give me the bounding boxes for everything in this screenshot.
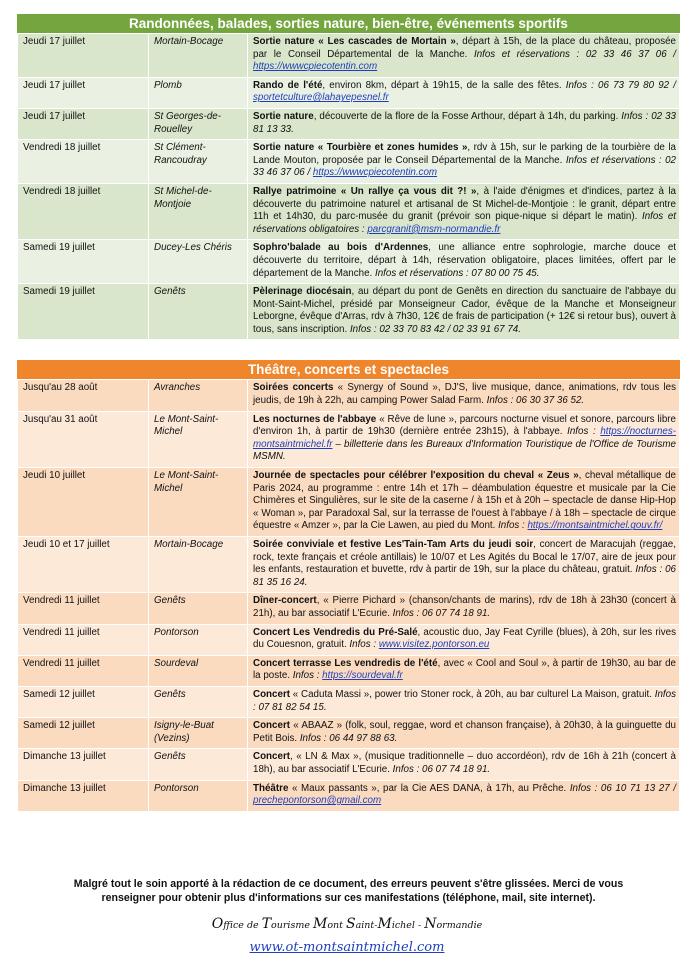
event-place: St Georges-de-Rouelley: [149, 108, 248, 139]
event-place: Mortain-Bocage: [149, 537, 248, 593]
event-title: Soirées concerts: [253, 382, 334, 394]
signature-initial: M: [377, 916, 392, 932]
event-date: Jusqu'au 28 août: [18, 380, 149, 411]
event-text: , au départ du pont de Genêts en direction du sanctuaire de l'abbaye du Mont-Saint-Michel, présidé par Monseigneur Cador, évêque de la Manche et Monseigneur Leborgne, évêque d'Arras, rdv à 7h30, 12€ de frais de participation (+ 12€ si retour bus), ouvert à tous, sans inscription.: [253, 286, 676, 335]
event-row: [18, 183, 680, 239]
event-text: « Caduta Massi », power trio Stoner rock, à 20h, au bar culturel La Maison, gratuit.: [290, 688, 655, 700]
events-table-spectacles: [17, 379, 680, 811]
event-info: Infos : 06 73 79 80 92 /: [565, 79, 676, 91]
event-row: [18, 686, 680, 717]
event-link[interactable]: www.visitez.pontorson.eu: [378, 639, 490, 651]
event-place: Le Mont-Saint-Michel: [149, 411, 248, 467]
event-row: [18, 77, 680, 108]
event-info: Infos : 06 81 35 16 24.: [253, 564, 676, 588]
event-info: Infos et réservations obligatoires :: [253, 211, 676, 235]
section-header-spectacles: Théâtre, concerts et spectacles: [17, 360, 680, 379]
event-row: [18, 240, 680, 284]
event-place: Avranches: [149, 380, 248, 411]
event-text: , cheval métallique de Paris 2024, au programme : entre 14h et 17h – déambulation équestre et musicale par la Cie Chimères et Singulières, sur le site de la caserne / à 15h et à 20h – spectacle de danse Hip-Hop « Woman », par Paradoxal Sal, sur la terrasse de l'ouest à l'abbaye / à 18h – spectacle de cirque équestre « Amzer », par la Cie Lawen, au pied du Mont.: [253, 470, 676, 532]
event-description: [248, 537, 680, 593]
events-table-nature: [17, 33, 680, 340]
event-info: Infos :: [349, 639, 379, 651]
event-description: [248, 284, 680, 340]
event-info: Infos :: [567, 426, 601, 438]
event-title: Dîner-concert: [253, 595, 317, 607]
event-row: [18, 140, 680, 184]
event-date: Vendredi 11 juillet: [18, 593, 149, 624]
event-row: [18, 624, 680, 655]
event-place: Genêts: [149, 749, 248, 780]
event-description: [248, 140, 680, 184]
event-description: [248, 593, 680, 624]
event-description: [248, 108, 680, 139]
event-info: Infos :: [498, 520, 528, 532]
event-text: , avec « Cool and Soul », à partir de 19h30, au bar de la poste.: [253, 657, 676, 682]
event-info: Infos : 06 07 74 18 91.: [392, 763, 491, 775]
signature-word: ourisme: [271, 920, 313, 931]
event-row: [18, 780, 680, 811]
event-row: [18, 284, 680, 340]
disclaimer-line-2: renseigner pour obtenir plus d'informations sur ces manifestations (téléphone, mail, site internet).: [101, 892, 596, 904]
event-row: [18, 593, 680, 624]
event-link[interactable]: https://nocturnes-montsaintmichel.fr: [253, 426, 677, 450]
event-description: [248, 77, 680, 108]
event-place: Sourdeval: [149, 655, 248, 686]
signature-word: ormandie: [436, 920, 483, 931]
signature-word: ont: [327, 920, 347, 931]
event-place: Ducey-Les Chéris: [149, 240, 248, 284]
event-date: Samedi 12 juillet: [18, 718, 149, 749]
event-text: , environ 8km, départ à 19h15, de la salle des fêtes.: [322, 79, 566, 91]
event-row: [18, 537, 680, 593]
event-title: Sophro'balade au bois d'Ardennes: [253, 242, 429, 254]
event-row: [18, 411, 680, 467]
event-info: Infos : 06 44 97 88 63.: [299, 732, 398, 744]
event-description: [248, 411, 680, 467]
event-info: Infos : 06 07 74 18 91.: [392, 607, 491, 619]
event-text: , une alliance entre sophrologie, marche douce et découverte du territoire, départ à 14h, réservation obligatoire, places limitées, offert par le département de la Manche.: [253, 242, 676, 279]
event-date: Vendredi 18 juillet: [18, 140, 149, 184]
signature-initial: S: [346, 916, 356, 932]
event-title: Concert Les Vendredis du Pré-Salé: [253, 626, 418, 638]
event-info: Infos et réservations : 02 33 46 37 06 /: [253, 154, 677, 179]
event-row: [18, 718, 680, 749]
event-row: [18, 108, 680, 139]
event-title: Pèlerinage diocésain: [253, 286, 352, 298]
event-title: Concert terrasse Les vendredis de l'été: [253, 657, 438, 669]
event-link[interactable]: https://montsaintmichel.gouv.fr/: [527, 520, 663, 532]
signature-initial: T: [261, 916, 272, 932]
event-place: Genêts: [149, 686, 248, 717]
signature-initial: O: [211, 916, 224, 932]
event-title: Rando de l'été: [253, 79, 323, 91]
event-date: Dimanche 13 juillet: [18, 749, 149, 780]
section-header-nature: Randonnées, balades, sorties nature, bien-être, événements sportifs: [17, 14, 680, 33]
event-row: [18, 380, 680, 411]
event-place: St Michel-de-Montjoie: [149, 183, 248, 239]
event-description: [248, 34, 680, 78]
event-description: [248, 624, 680, 655]
event-place: Le Mont-Saint-Michel: [149, 468, 248, 537]
event-date: Samedi 12 juillet: [18, 686, 149, 717]
event-description: [248, 718, 680, 749]
event-text: « Maux passants », par la Cie AES DANA, à 17h, au Prêche.: [288, 782, 570, 794]
event-date: Vendredi 11 juillet: [18, 624, 149, 655]
event-text: , concert de Maracujah (reggae, rock, texte français et créole antillais) le 10/07 et Les Agités du Bocal le 17/07, aire de jeux pour les enfants, restauration et buvette, rdv à partir de 19h, sur la place du château, gratuit.: [253, 539, 676, 576]
event-place: Isigny-le-Buat (Vezins): [149, 718, 248, 749]
event-link[interactable]: parcgranit@msm-normandie.fr: [367, 223, 501, 235]
event-date: Jeudi 17 juillet: [18, 108, 149, 139]
event-description: [248, 240, 680, 284]
event-text: « Rêve de lune », parcours nocturne visuel et sonore, parcours libre d'environ 1h, à partir de 19h30 (dernière entrée 23h15), à l'abbaye.: [253, 413, 677, 438]
event-title: Soirée conviviale et festive Les'Tain-Tam Arts du jeudi soir: [253, 539, 534, 550]
event-info: Infos : 02 33 81 13 33.: [253, 110, 676, 135]
event-text: , départ à 15h, de la place du château, proposée par le Conseil Départemental de la Manche.: [253, 36, 676, 60]
event-date: Jeudi 10 juillet: [18, 468, 149, 537]
event-text: , « LN & Max », (musique traditionnelle – duo accordéon), rdv de 16h à 21h (concert à 18h), au bar associatif L'Ecurie.: [253, 751, 676, 775]
event-text: , rdv à 15h, sur le parking de la tourbière de la Lande Mouton, proposée par le Conseil Départemental de la Manche.: [253, 142, 676, 166]
event-info: Infos : 06 10 71 13 27 /: [569, 782, 676, 794]
event-description: [248, 468, 680, 537]
event-text: « ABAAZ » (folk, soul, reggae, word et chanson française), à 20h30, à la guinguette du Petit Bois.: [253, 720, 676, 744]
event-place: Genêts: [149, 593, 248, 624]
event-place: Genêts: [149, 284, 248, 340]
event-text: , acoustic duo, Jay Feat Cyrille (blues), à 20h, sur les rives du Couesnon, gratuit.: [253, 626, 677, 651]
event-title: Les nocturnes de l'abbaye: [253, 413, 377, 425]
event-title: Sortie nature « Tourbière et zones humides »: [253, 142, 468, 154]
event-place: St Clément-Rancoudray: [149, 140, 248, 184]
disclaimer-line-1: Malgré tout le soin apporté à la rédaction de ce document, des erreurs peuvent s'être glissées. Merci de vous: [73, 878, 624, 890]
event-info: – billetterie dans les Bureaux d'Information Touristique de l'Office de Tourisme MSMN.: [253, 438, 676, 463]
signature-word: ffice de: [223, 920, 262, 931]
event-info: Infos et réservations : 07 80 00 75 45.: [375, 267, 540, 279]
event-place: Plomb: [149, 77, 248, 108]
event-date: Jeudi 10 et 17 juillet: [18, 537, 149, 593]
event-row: [18, 749, 680, 780]
event-row: [18, 468, 680, 537]
event-date: Samedi 19 juillet: [18, 284, 149, 340]
signature-word: aint-: [355, 920, 378, 931]
event-info: Infos : 07 81 82 54 15.: [253, 688, 676, 713]
event-description: [248, 183, 680, 239]
signature-initial: N: [424, 916, 437, 932]
event-date: Dimanche 13 juillet: [18, 780, 149, 811]
event-text: , découverte de la flore de la Fosse Arthour, départ à 14h, du parking.: [313, 110, 622, 122]
event-description: [248, 686, 680, 717]
event-date: Jeudi 17 juillet: [18, 77, 149, 108]
event-title: Concert: [253, 751, 291, 763]
event-description: [248, 749, 680, 780]
signature-initial: M: [312, 916, 328, 932]
event-place: Mortain-Bocage: [149, 34, 248, 78]
event-info: Infos et réservations : 02 33 46 37 06 /: [473, 48, 676, 60]
event-description: [248, 780, 680, 811]
event-text: , à l'aide d'énigmes et d'indices, partez à la découverte du patrimoine naturel et artisanal de St Michel-de-Montjoie : le granit, départ entre 11h et 14h30, du parc-musée du granit (prévoir son pique-nique si départ le matin).: [253, 185, 676, 223]
event-description: [248, 655, 680, 686]
event-date: Jeudi 17 juillet: [18, 34, 149, 78]
event-place: Pontorson: [149, 624, 248, 655]
signature-word: ichel -: [391, 920, 425, 931]
event-text: « Synergy of Sound », DJ'S, live musique, dance, animations, rdv tous les jeudis, de 19h à 22h, au camping Power Salad Farm.: [253, 382, 676, 407]
agenda-page: [17, 14, 680, 812]
event-text: , « Pierre Pichard » (chanson/chants de marins), rdv de 18h à 23h30 (concert à 21h), au bar associatif L'Ecurie.: [253, 595, 676, 619]
event-title: Journée de spectacles pour célébrer l'exposition du cheval « Zeus »: [253, 470, 579, 482]
event-info: Infos : 02 33 70 83 42 / 02 33 91 67 74.: [349, 323, 521, 335]
event-info: Infos : 06 30 37 36 52.: [486, 395, 585, 407]
office-signature: [0, 916, 694, 932]
disclaimer: [17, 877, 680, 905]
event-title: Sortie nature: [253, 110, 314, 122]
event-title: Sortie nature « Les cascades de Mortain »: [253, 36, 456, 47]
event-description: [248, 380, 680, 411]
event-date: Vendredi 18 juillet: [18, 183, 149, 239]
event-title: Rallye patrimoine « Un rallye ça vous dit ?! »: [253, 185, 477, 197]
event-link[interactable]: https://wwwcpiecotentin.com: [312, 167, 438, 179]
website-link[interactable]: www.ot-montsaintmichel.com: [249, 940, 445, 955]
event-place: Pontorson: [149, 780, 248, 811]
event-row: [18, 34, 680, 78]
event-title: Concert: [253, 688, 291, 700]
event-link[interactable]: sportetculture@lahayepesnel.fr: [253, 92, 389, 104]
event-info: Infos :: [292, 670, 323, 682]
event-title: Théâtre: [253, 782, 289, 794]
event-link[interactable]: prechepontorson@gmail.com: [253, 795, 382, 807]
event-title: Concert: [253, 720, 291, 732]
event-date: Samedi 19 juillet: [18, 240, 149, 284]
event-link[interactable]: https://sourdeval.fr: [322, 670, 403, 682]
event-date: Jusqu'au 31 août: [18, 411, 149, 467]
event-date: Vendredi 11 juillet: [18, 655, 149, 686]
event-link[interactable]: https://wwwcpiecotentin.com: [253, 61, 378, 73]
event-row: [18, 655, 680, 686]
